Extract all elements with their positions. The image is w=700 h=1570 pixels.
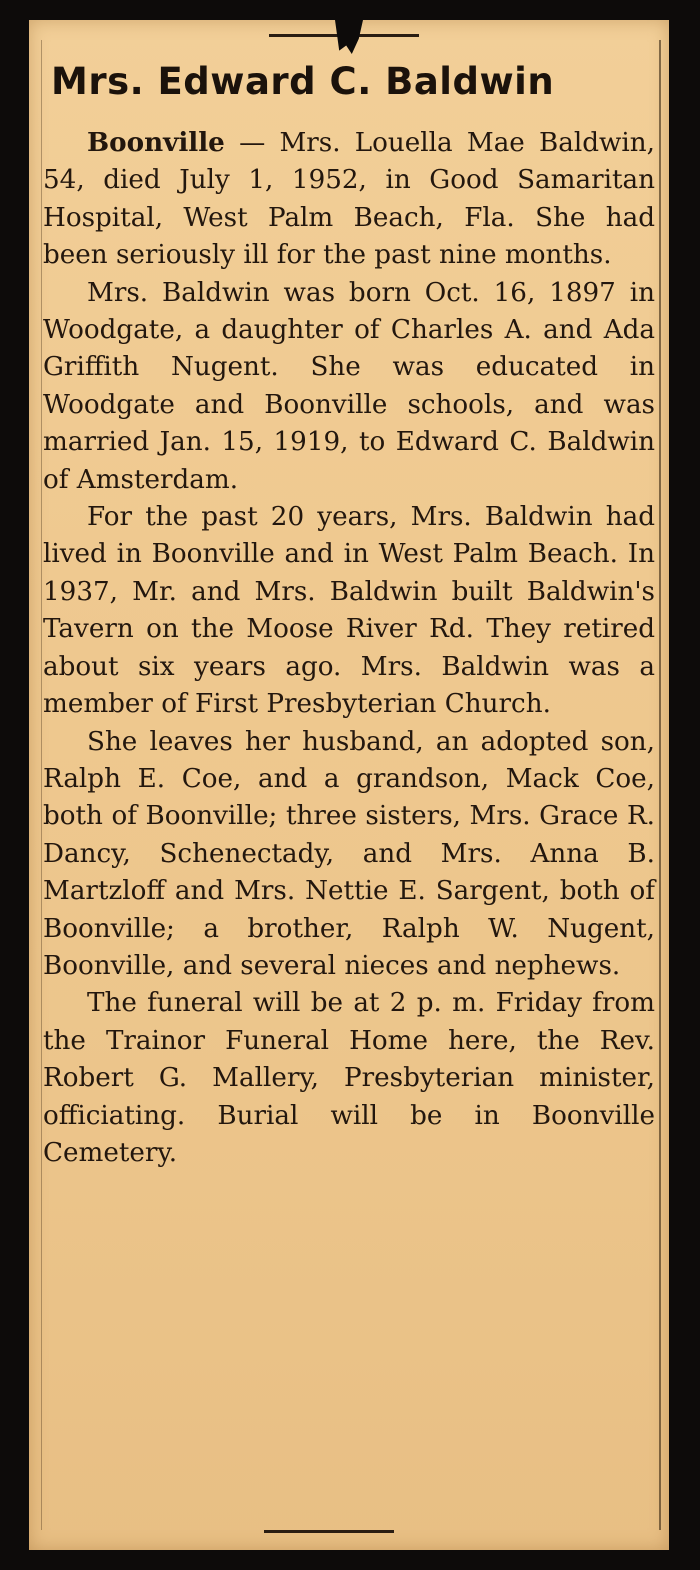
paragraph-1: [43, 124, 655, 275]
dateline: Boonville: [87, 127, 225, 158]
paragraph-5: The funeral will be at 2 p. m. Friday from the Trainor Funeral Home here, the Rev. Robert G. Mallery, Presbyterian minister, officiating. Burial will be in Boonville Cemetery.: [43, 988, 655, 1168]
column-rule-right: [659, 40, 661, 1530]
obituary-body: [43, 124, 655, 1172]
paragraph-3: For the past 20 years, Mrs. Baldwin had lived in Boonville and in West Palm Beach. In 1937, Mr. and Mrs. Baldwin built Baldwin's Tavern on the Moose River Rd. They retired about six years ago. Mrs. Baldwin was a member of First Presbyterian Church.: [43, 502, 655, 720]
bottom-rule: [264, 1530, 394, 1533]
newspaper-clipping: [29, 20, 669, 1550]
paragraph-2: Mrs. Baldwin was born Oct. 16, 1897 in Woodgate, a daughter of Charles A. and Ada Griffith Nugent. She was educated in Woodgate and Boonville schools, and was married Jan. 15, 1919, to Edward C. Baldwin of Amsterdam.: [43, 277, 655, 495]
column-rule-left: [41, 40, 42, 1530]
obituary-headline: Mrs. Edward C. Baldwin: [51, 60, 555, 103]
paragraph-1-text: — Mrs. Louella Mae Baldwin, 54, died July 1, 1952, in Good Samaritan Hospital, West Palm Beach, Fla. She had been seriously ill for the past nine months.: [43, 128, 655, 271]
torn-edge: [335, 20, 363, 54]
paragraph-4: She leaves her husband, an adopted son, Ralph E. Coe, and a grandson, Mack Coe, both of Boonville; three sisters, Mrs. Grace R. Dancy, Schenectady, and Mrs. Anna B. Martzloff and Mrs. Nettie E. Sargent, both of Boonville; a brother, Ralph W. Nugent, Boonville, and several nieces and nephews.: [43, 726, 655, 981]
